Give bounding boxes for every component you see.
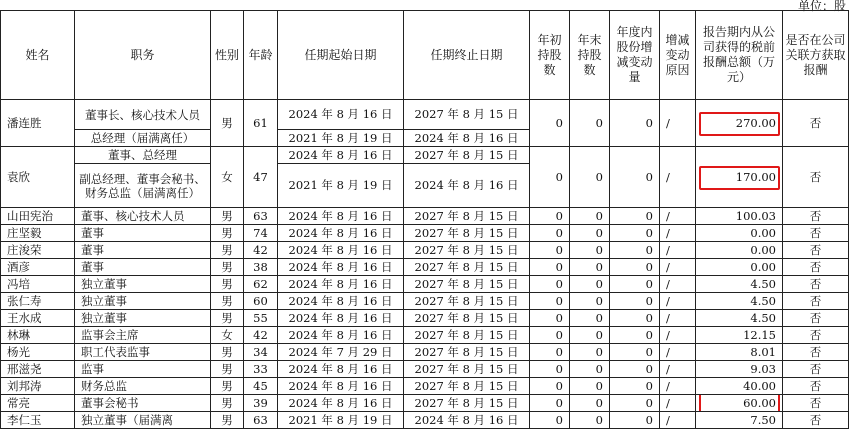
change-reason: /: [660, 344, 696, 361]
term-end: 2024 年 8 月 16 日: [404, 130, 530, 147]
term-start: 2024 年 8 月 16 日: [278, 310, 404, 327]
share-change: 0: [610, 293, 660, 310]
end-shares: 0: [570, 225, 610, 242]
term-end: 2027 年 8 月 15 日: [404, 242, 530, 259]
person-age: 45: [244, 378, 278, 395]
change-reason: /: [660, 276, 696, 293]
related-pay: 否: [783, 395, 849, 412]
pretax-pay: 0.00: [696, 242, 783, 259]
person-age: 42: [244, 242, 278, 259]
pretax-pay-highlighted: 270.00: [696, 100, 783, 147]
begin-shares: 0: [530, 293, 570, 310]
table-row: [1, 327, 849, 344]
share-change: 0: [610, 147, 660, 208]
person-name: 庄浚荣: [1, 242, 75, 259]
change-reason: /: [660, 225, 696, 242]
term-start: 2021 年 8 月 19 日: [278, 130, 404, 147]
pretax-pay-highlighted: 60.00: [696, 395, 783, 412]
person-age: 74: [244, 225, 278, 242]
term-start: 2024 年 8 月 16 日: [278, 276, 404, 293]
person-gender: 女: [211, 327, 244, 344]
person-name: 常亮: [1, 395, 75, 412]
table-header: [1, 11, 849, 100]
end-shares: 0: [570, 259, 610, 276]
pretax-pay: 0.00: [696, 225, 783, 242]
person-name: 杨光: [1, 344, 75, 361]
change-reason: /: [660, 310, 696, 327]
table-row: [1, 208, 849, 225]
end-shares: 0: [570, 147, 610, 208]
header-share-change: 年度内股份增减变动量: [610, 11, 660, 100]
end-shares: 0: [570, 344, 610, 361]
term-start: 2024 年 8 月 16 日: [278, 327, 404, 344]
pretax-pay: 0.00: [696, 259, 783, 276]
person-name: 袁欣: [1, 147, 75, 208]
begin-shares: 0: [530, 378, 570, 395]
person-name: 林琳: [1, 327, 75, 344]
person-role: 独立董事: [75, 293, 211, 310]
term-end: 2024 年 8 月 16 日: [404, 164, 530, 208]
term-start: 2024 年 8 月 16 日: [278, 395, 404, 412]
share-change: 0: [610, 259, 660, 276]
begin-shares: 0: [530, 327, 570, 344]
person-gender: 女: [211, 147, 244, 208]
table-row: [1, 395, 849, 412]
term-start: 2024 年 8 月 16 日: [278, 378, 404, 395]
change-reason: /: [660, 208, 696, 225]
person-gender: 男: [211, 276, 244, 293]
share-change: 0: [610, 412, 660, 429]
begin-shares: 0: [530, 395, 570, 412]
header-gender: 性别: [211, 11, 244, 100]
share-change: 0: [610, 344, 660, 361]
begin-shares: 0: [530, 225, 570, 242]
header-pretax-pay: 报告期内从公司获得的税前报酬总额（万元）: [696, 11, 783, 100]
term-end: 2027 年 8 月 15 日: [404, 293, 530, 310]
unit-label: 单位：股: [797, 0, 846, 13]
term-end: 2027 年 8 月 15 日: [404, 344, 530, 361]
person-name: 庄坚毅: [1, 225, 75, 242]
person-gender: 男: [211, 412, 244, 429]
person-role: 董事、总经理: [75, 147, 211, 164]
person-gender: 男: [211, 242, 244, 259]
term-start: 2024 年 8 月 16 日: [278, 361, 404, 378]
table-row: [1, 242, 849, 259]
pretax-pay: 100.03: [696, 208, 783, 225]
change-reason: /: [660, 395, 696, 412]
begin-shares: 0: [530, 344, 570, 361]
related-pay: 否: [783, 378, 849, 395]
related-pay: 否: [783, 242, 849, 259]
person-name: 王水成: [1, 310, 75, 327]
share-change: 0: [610, 310, 660, 327]
term-end: 2027 年 8 月 15 日: [404, 100, 530, 130]
pretax-pay: 7.50: [696, 412, 783, 429]
share-change: 0: [610, 327, 660, 344]
person-age: 63: [244, 208, 278, 225]
person-role: 董事: [75, 259, 211, 276]
change-reason: /: [660, 259, 696, 276]
term-end: 2027 年 8 月 15 日: [404, 208, 530, 225]
person-age: 60: [244, 293, 278, 310]
person-gender: 男: [211, 344, 244, 361]
pretax-pay: 9.03: [696, 361, 783, 378]
share-change: 0: [610, 225, 660, 242]
related-pay: 否: [783, 276, 849, 293]
person-role: 独立董事（届满离: [75, 412, 211, 429]
share-change: 0: [610, 361, 660, 378]
table-row: [1, 259, 849, 276]
change-reason: /: [660, 327, 696, 344]
related-pay: 否: [783, 310, 849, 327]
table-row: [1, 378, 849, 395]
person-role: 董事、核心技术人员: [75, 208, 211, 225]
begin-shares: 0: [530, 310, 570, 327]
term-start: 2024 年 7 月 29 日: [278, 344, 404, 361]
person-role: 监事: [75, 361, 211, 378]
person-age: 34: [244, 344, 278, 361]
person-role: 董事长、核心技术人员: [75, 100, 211, 130]
person-role: 董事会秘书: [75, 395, 211, 412]
person-gender: 男: [211, 310, 244, 327]
executive-compensation-table: [0, 10, 849, 429]
share-change: 0: [610, 208, 660, 225]
related-pay: 否: [783, 147, 849, 208]
header-age: 年龄: [244, 11, 278, 100]
related-pay: 否: [783, 412, 849, 429]
share-change: 0: [610, 395, 660, 412]
person-name: 山田宪治: [1, 208, 75, 225]
table-body: [1, 100, 849, 429]
person-name: 刘邦涛: [1, 378, 75, 395]
end-shares: 0: [570, 293, 610, 310]
table-row: [1, 361, 849, 378]
table-row: [1, 147, 849, 164]
begin-shares: 0: [530, 412, 570, 429]
person-name: 李仁玉: [1, 412, 75, 429]
share-change: 0: [610, 100, 660, 147]
person-role: 董事: [75, 242, 211, 259]
related-pay: 否: [783, 100, 849, 147]
related-pay: 否: [783, 327, 849, 344]
term-end: 2027 年 8 月 15 日: [404, 225, 530, 242]
share-change: 0: [610, 378, 660, 395]
person-name: 潘连胜: [1, 100, 75, 147]
person-gender: 男: [211, 225, 244, 242]
table-row: [1, 100, 849, 130]
term-end: 2027 年 8 月 15 日: [404, 327, 530, 344]
person-age: 61: [244, 100, 278, 147]
related-pay: 否: [783, 344, 849, 361]
person-name: 张仁寿: [1, 293, 75, 310]
pretax-pay: 4.50: [696, 276, 783, 293]
table-row: [1, 225, 849, 242]
end-shares: 0: [570, 412, 610, 429]
term-start: 2021 年 8 月 19 日: [278, 412, 404, 429]
person-gender: 男: [211, 361, 244, 378]
end-shares: 0: [570, 310, 610, 327]
header-role: 职务: [75, 11, 211, 100]
change-reason: /: [660, 293, 696, 310]
header-start-date: 任期起始日期: [278, 11, 404, 100]
begin-shares: 0: [530, 361, 570, 378]
person-age: 38: [244, 259, 278, 276]
person-gender: 男: [211, 208, 244, 225]
header-related-pay: 是否在公司关联方获取报酬: [783, 11, 849, 100]
term-start: 2024 年 8 月 16 日: [278, 259, 404, 276]
person-age: 63: [244, 412, 278, 429]
related-pay: 否: [783, 225, 849, 242]
term-start: 2024 年 8 月 16 日: [278, 293, 404, 310]
related-pay: 否: [783, 361, 849, 378]
pretax-pay: 4.50: [696, 310, 783, 327]
header-begin-shares: 年初持股数: [530, 11, 570, 100]
person-gender: 男: [211, 259, 244, 276]
share-change: 0: [610, 276, 660, 293]
change-reason: /: [660, 378, 696, 395]
term-end: 2027 年 8 月 15 日: [404, 395, 530, 412]
term-end: 2027 年 8 月 15 日: [404, 378, 530, 395]
begin-shares: 0: [530, 100, 570, 147]
begin-shares: 0: [530, 276, 570, 293]
pretax-pay: 12.15: [696, 327, 783, 344]
term-end: 2027 年 8 月 15 日: [404, 310, 530, 327]
related-pay: 否: [783, 208, 849, 225]
header-name: 姓名: [1, 11, 75, 100]
table-row: [1, 276, 849, 293]
pretax-pay: 8.01: [696, 344, 783, 361]
term-end: 2027 年 8 月 15 日: [404, 147, 530, 164]
term-start: 2024 年 8 月 16 日: [278, 147, 404, 164]
person-role: 监事会主席: [75, 327, 211, 344]
term-end: 2027 年 8 月 15 日: [404, 361, 530, 378]
begin-shares: 0: [530, 208, 570, 225]
change-reason: /: [660, 242, 696, 259]
term-start: 2024 年 8 月 16 日: [278, 208, 404, 225]
end-shares: 0: [570, 327, 610, 344]
person-role: 独立董事: [75, 310, 211, 327]
person-gender: 男: [211, 100, 244, 147]
table-row: [1, 412, 849, 429]
person-age: 42: [244, 327, 278, 344]
share-change: 0: [610, 242, 660, 259]
person-gender: 男: [211, 293, 244, 310]
term-end: 2027 年 8 月 15 日: [404, 276, 530, 293]
end-shares: 0: [570, 242, 610, 259]
person-age: 55: [244, 310, 278, 327]
person-role: 董事: [75, 225, 211, 242]
end-shares: 0: [570, 395, 610, 412]
term-start: 2021 年 8 月 19 日: [278, 164, 404, 208]
begin-shares: 0: [530, 259, 570, 276]
person-role: 职工代表监事: [75, 344, 211, 361]
begin-shares: 0: [530, 242, 570, 259]
header-end-date: 任期终止日期: [404, 11, 530, 100]
pretax-pay: 40.00: [696, 378, 783, 395]
end-shares: 0: [570, 100, 610, 147]
pretax-pay-highlighted: 170.00: [696, 147, 783, 208]
related-pay: 否: [783, 293, 849, 310]
person-age: 39: [244, 395, 278, 412]
person-age: 47: [244, 147, 278, 208]
pretax-pay: 4.50: [696, 293, 783, 310]
begin-shares: 0: [530, 147, 570, 208]
header-end-shares: 年末持股数: [570, 11, 610, 100]
term-end: 2027 年 8 月 15 日: [404, 259, 530, 276]
end-shares: 0: [570, 361, 610, 378]
person-role: 副总经理、董事会秘书、财务总监（届满离任）: [75, 164, 211, 208]
change-reason: /: [660, 412, 696, 429]
header-change-reason: 增减变动原因: [660, 11, 696, 100]
person-age: 33: [244, 361, 278, 378]
related-pay: 否: [783, 259, 849, 276]
person-age: 62: [244, 276, 278, 293]
person-name: 邢滋尧: [1, 361, 75, 378]
change-reason: /: [660, 361, 696, 378]
table-row: [1, 293, 849, 310]
change-reason: /: [660, 147, 696, 208]
person-name: 酒彦: [1, 259, 75, 276]
end-shares: 0: [570, 276, 610, 293]
term-start: 2024 年 8 月 16 日: [278, 100, 404, 130]
table-row: [1, 344, 849, 361]
term-start: 2024 年 8 月 16 日: [278, 242, 404, 259]
person-gender: 男: [211, 395, 244, 412]
change-reason: /: [660, 100, 696, 147]
person-role: 独立董事: [75, 276, 211, 293]
table-row: [1, 310, 849, 327]
person-name: 冯培: [1, 276, 75, 293]
person-role: 财务总监: [75, 378, 211, 395]
end-shares: 0: [570, 208, 610, 225]
end-shares: 0: [570, 378, 610, 395]
term-end: 2024 年 8 月 16 日: [404, 412, 530, 429]
person-role: 总经理（届满离任）: [75, 130, 211, 147]
person-gender: 男: [211, 378, 244, 395]
term-start: 2024 年 8 月 16 日: [278, 225, 404, 242]
